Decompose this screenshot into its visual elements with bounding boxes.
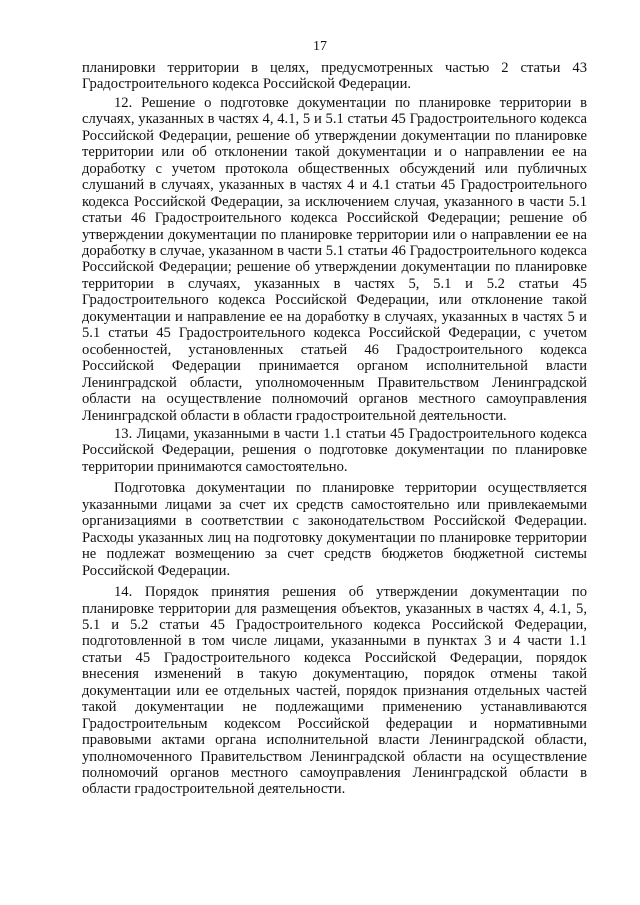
paragraph-item-14: 14. Порядок принятия решения об утверждении документации по планировке территории для размещения объектов, указанных в частях 4, 4.1, 5, 5.1 и 5.2 статьи 45 Градостроительного кодекса Российской Федерации, подготовленной в том числе лицами, указанными в пунктах 3 и 4 части 1.1 статьи 45 Градостроительного кодекса Российской Федерации, порядок внесения изменений в такую документацию, порядок отмены такой документации или ее отдельных частей, порядок признания отдельных частей такой документации не подлежащими применению устанавливаются Градостроительным кодексом Российской федерации и нормативными правовыми актами органа исполнительной власти Ленинградской области, уполномоченного Правительством Ленинградской области на осуществление полномочий органов местного самоуправления Ленинградской области в области градостроительной деятельности.	[82, 584, 587, 798]
document-body	[82, 60, 587, 798]
paragraph-continuation: планировки территории в целях, предусмотренных частью 2 статьи 43 Градостроительного кодекса Российской Федерации.	[82, 60, 587, 93]
paragraph-item-13: 13. Лицами, указанными в части 1.1 статьи 45 Градостроительного кодекса Российской Федерации, решения о подготовке документации по планировке территории принимаются самостоятельно.	[82, 425, 587, 475]
paragraph-preparation-costs: Подготовка документации по планировке территории осуществляется указанными лицами за счет их средств самостоятельно или привлекаемыми организациями в соответствии с законодательством Российской Федерации. Расходы указанных лиц на подготовку документации по планировке территории не подлежат возмещению за счет средств бюджетов бюджетной системы Российской Федерации.	[82, 480, 587, 579]
paragraph-item-12: 12. Решение о подготовке документации по планировке территории в случаях, указанных в частях 4, 4.1, 5 и 5.1 статьи 45 Градостроительного кодекса Российской Федерации, решение об утверждении документации по планировке территории или об отклонении такой документации и о направлении ее на доработку с учетом протокола общественных обсуждений или публичных слушаний в случаях, указанных в частях 4 и 4.1 статьи 45 Градостроительного кодекса Российской Федерации, за исключением случая, указанного в части 5.1 статьи 46 Градостроительного кодекса Российской Федерации; решение об утверждении документации по планировке территории или о направлении ее на доработку в случае, указанном в части 5.1 статьи 46 Градостроительного кодекса Российской Федерации; решение об утверждении документации по планировке территории в случаях, указанных в частях 5, 5.1 и 5.2 статьи 45 Градостроительного кодекса Российской Федерации, или отклонение такой документации и направление ее на доработку в случаях, указанных в частях 5 и 5.1 статьи 45 Градостроительного кодекса Российской Федерации, с учетом особенностей, установленных статьей 46 Градостроительного кодекса Российской Федерации принимается органом исполнительной власти Ленинградской области, уполномоченным Правительством Ленинградской области на осуществление полномочий органов местного самоуправления Ленинградской области в области градостроительной деятельности.	[82, 94, 587, 424]
page-number: 17	[313, 39, 327, 54]
